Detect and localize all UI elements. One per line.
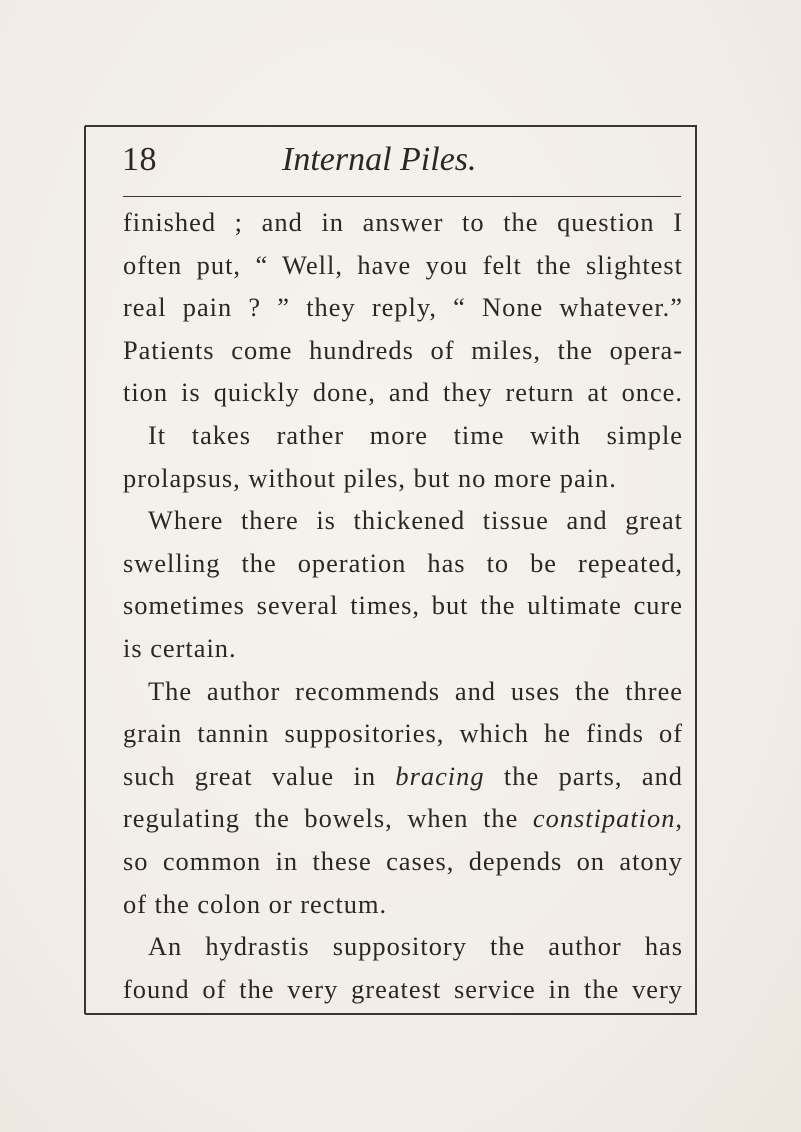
emphasis-constipation: constipation bbox=[532, 803, 676, 834]
line-segment: , bbox=[675, 803, 683, 834]
line-segment: regulating the bowels, when the bbox=[123, 803, 533, 834]
text-line: It takes rather more time with simple bbox=[148, 419, 683, 450]
text-line: sometimes several times, but the ultimate cure bbox=[123, 590, 683, 621]
text-line: tion is quickly done, and they return at once. bbox=[123, 377, 683, 408]
text-line: finished ; and in answer to the question I bbox=[123, 207, 683, 237]
text-line: is certain. bbox=[123, 632, 237, 663]
text-line: so common in these cases, depends on atony bbox=[123, 845, 683, 876]
text-line: real pain ? ” they reply, “ None whatever.” bbox=[123, 292, 683, 323]
emphasis-bracing: bracing bbox=[395, 760, 485, 791]
text-line: swelling the operation has to be repeated, bbox=[123, 547, 683, 578]
frame-top-border bbox=[85, 125, 697, 127]
text-line: Where there is thickened tissue and great bbox=[148, 505, 683, 536]
line-segment: such great value in bbox=[123, 760, 396, 791]
frame-right-border bbox=[695, 126, 697, 1014]
text-line: Patients come hundreds of miles, the opera- bbox=[123, 334, 683, 365]
text-line: An hydrastis suppository the author has bbox=[148, 931, 683, 962]
frame-bottom-border bbox=[85, 1013, 697, 1015]
header-rule bbox=[123, 196, 681, 197]
text-line: The author recommends and uses the three bbox=[148, 675, 683, 706]
text-line bbox=[123, 755, 683, 798]
body-text bbox=[123, 201, 683, 1010]
text-line: often put, “ Well, have you felt the slightest bbox=[123, 249, 683, 280]
text-line: found of the very greatest service in the very bbox=[123, 973, 683, 1004]
text-line: grain tannin suppositories, which he finds of bbox=[123, 718, 683, 749]
text-line bbox=[123, 797, 683, 840]
text-line: prolapsus, without piles, but no more pain. bbox=[123, 462, 617, 493]
frame-left-border bbox=[84, 126, 86, 1014]
text-line: of the colon or rectum. bbox=[123, 888, 388, 919]
line-segment: the parts, and bbox=[484, 760, 683, 791]
page-number: 18 bbox=[122, 141, 157, 178]
running-title: Internal Piles. bbox=[282, 141, 477, 178]
